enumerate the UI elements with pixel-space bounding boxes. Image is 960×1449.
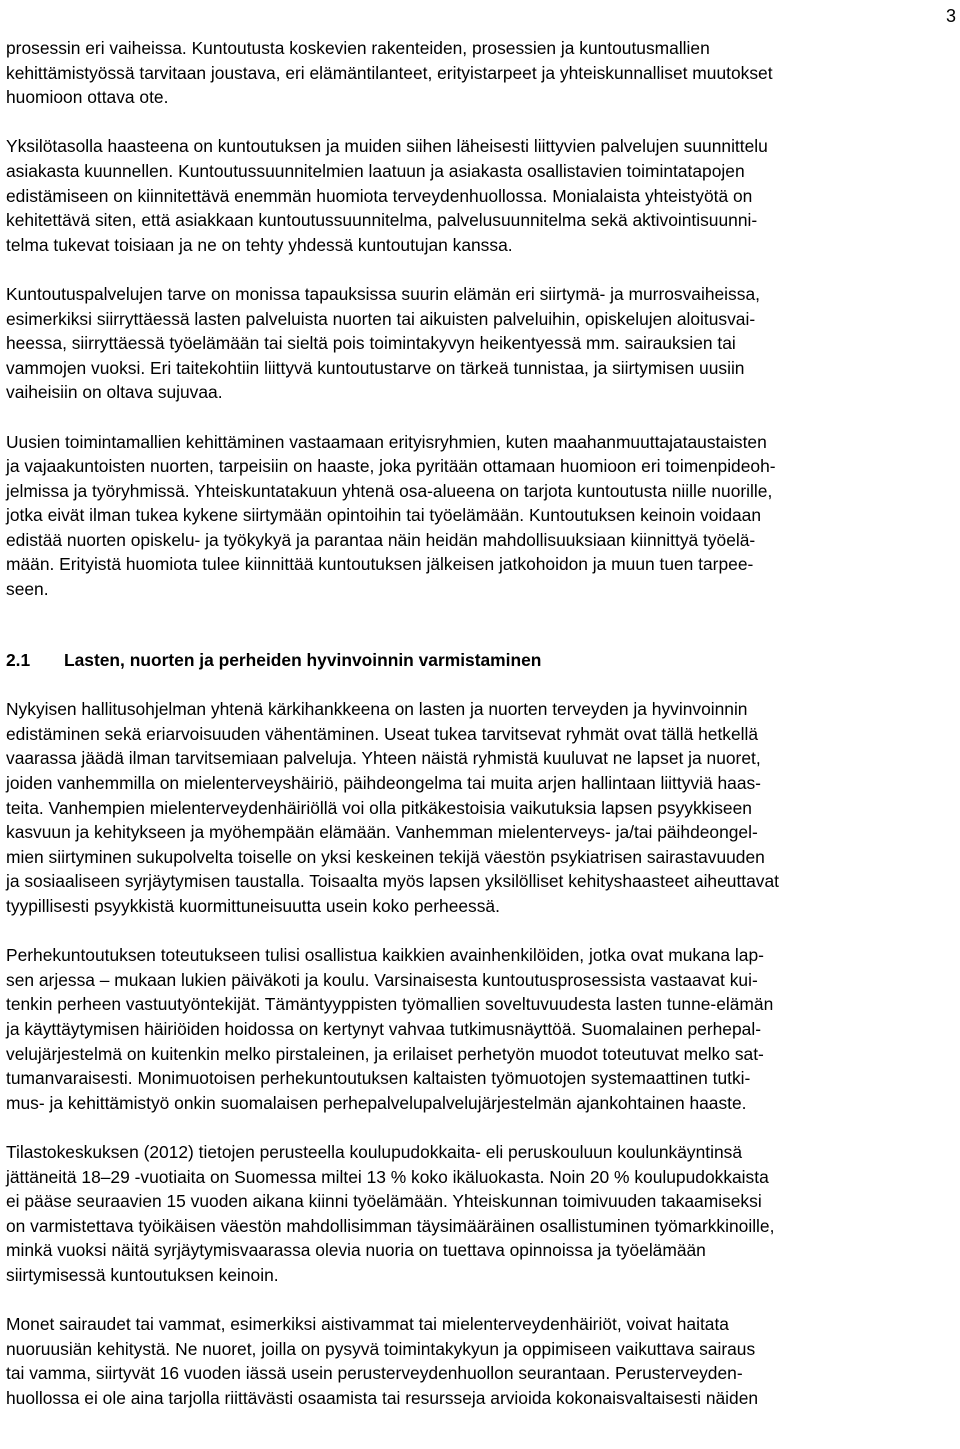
paragraph-line: jättäneitä 18–29 -vuotiaita on Suomessa miltei 13 % koko ikäluokasta. Noin 20 % koulupudokkaista [6,1166,769,1187]
body-paragraph [6,943,950,1115]
paragraph-line: mus- ja kehittämistyö onkin suomalaisen perhepalvelupalvelujärjestelmän ajankohtainen haaste. [6,1092,747,1113]
paragraph-line: nuoruusiän kehitystä. Ne nuoret, joilla on pysyvä toimintakykyun ja oppimiseen vaikuttava sairaus [6,1338,756,1359]
paragraph-line: telma tukevat toisiaan ja ne on tehty yhdessä kuntoutujan kanssa. [6,234,513,255]
paragraph-line: minkä vuoksi näitä syrjäytymisvaarassa olevia nuoria on tuettava opinnoissa ja työelämään [6,1240,706,1261]
paragraph-line: Yksilötasolla haasteena on kuntoutuksen ja muiden siihen läheisesti liittyvien palvelujen suunnittelu [6,136,768,157]
paragraph-line: teita. Vanhempien mielenterveydenhäiriöllä voi olla pitkäkestoisia vaikutuksia lapsen psyykkiseen [6,797,752,818]
section-heading [6,648,950,673]
paragraph-line: vaiheisiin on oltava sujuvaa. [6,382,223,403]
body-paragraph [6,134,950,257]
paragraph-line: ja sosiaaliseen syrjäytymisen taustalla. Toisaalta myös lapsen yksilölliset kehityshaasteet aiheuttavat [6,871,779,892]
paragraph-line: mien siirtyminen sukupolvelta toiselle on yksi keskeinen tekijä väestön psykiatrisen sairastavuuden [6,846,765,867]
paragraphs-before-heading [6,36,950,602]
page-number: 3 [945,6,956,26]
paragraph-line: huollossa ei ole aina tarjolla riittävästi osaamista tai resursseja arvioida kokonaisvaltaisesti näiden [6,1387,759,1408]
section-title: Lasten, nuorten ja perheiden hyvinvoinnin varmistaminen [64,649,542,670]
paragraph-line: Tilastokeskuksen (2012) tietojen perusteella koulupudokkaita- eli peruskouluun koulunkäyntinsä [6,1141,743,1162]
body-paragraph [6,430,950,602]
paragraph-line: esimerkiksi siirryttäessä lasten palveluista nuorten tai aikuisten palveluihin, opiskelujen aloitusvai- [6,308,756,329]
paragraph-line: velujärjestelmä on kuitenkin melko pirstaleinen, ja erilaiset perhetyön muodot toteutuvat melko sat- [6,1043,764,1064]
paragraph-line: tai vamma, siirtyvät 16 vuoden iässä usein perusterveydenhuollon seurantaan. Perusterveyden- [6,1363,743,1384]
paragraph-line: Nykyisen hallitusohjelman yhtenä kärkihankkeena on lasten ja nuorten terveyden ja hyvinvoinnin [6,699,748,720]
paragraph-line: kehittämistyössä tarvitaan joustava, eri elämäntilanteet, erityistarpeet ja yhteiskunnalliset muutokset [6,62,773,83]
paragraph-line: on varmistettava työikäisen väestön mahdollisimman täysimääräinen osallistuminen työmarkkinoille, [6,1215,775,1236]
paragraph-line: jelmissa ja työryhmissä. Yhteiskuntatakuun yhtenä osa-alueena on tarjota kuntoutusta niille nuorille, [6,480,773,501]
paragraph-line: prosessin eri vaiheissa. Kuntoutusta koskevien rakenteiden, prosessien ja kuntoutusmallien [6,38,710,58]
paragraph-line: kehitettävä siten, että asiakkaan kuntoutussuunnitelma, palvelusuunnitelma sekä aktivointisuunni- [6,210,758,231]
body-paragraph [6,282,950,405]
paragraph-line: huomioon ottava ote. [6,87,169,108]
body-paragraph [6,1312,950,1410]
paragraph-line: vammojen vuoksi. Eri taitekohtiin liittyvä kuntoutustarve on tärkeä tunnistaa, ja siirtymisen uusiin [6,357,745,378]
paragraph-line: tenkin perheen vastuutyöntekijät. Tämäntyyppisten työmallien soveltuvuudesta lasten tunne-elämän [6,994,774,1015]
paragraph-line: edistämiseen on kiinnitettävä enemmän huomiota terveydenhuollossa. Monialaista yhteistyötä on [6,185,753,206]
body-paragraph [6,697,950,918]
paragraph-line: heessa, siirryttäessä työelämään tai sieltä pois toimintakyvyn heikentyessä mm. sairauksien tai [6,333,736,354]
paragraph-line: siirtymisessä kuntoutuksen keinoin. [6,1264,279,1285]
paragraph-line: jotka eivät ilman tukea kykene siirtymään opintoihin tai työelämään. Kuntoutuksen keinoin voidaan [6,505,762,526]
paragraph-line: seen. [6,579,49,600]
paragraph-line: edistäminen sekä eriarvoisuuden vähentäminen. Useat tukea tarvitsevat ryhmät ovat tällä hetkellä [6,723,759,744]
paragraph-line: tumanvaraisesti. Monimuotoisen perhekuntoutuksen kaltaisten työmuotojen systemaattinen tutki- [6,1068,751,1089]
paragraph-line: vaarassa jäädä ilman tarvitsemiaan palveluja. Yhteen näistä ryhmistä kuuluvat ne lapset ja nuoret, [6,748,761,769]
paragraph-line: tyypillisesti psyykkistä kuormittuneisuutta usein koko perheessä. [6,896,500,916]
section-number: 2.1 [6,649,31,670]
paragraph-line: Monet sairaudet tai vammat, esimerkiksi aistivammat tai mielenterveydenhäiriöt, voivat haitata [6,1314,729,1335]
body-paragraph [6,1140,950,1288]
paragraph-line: Perhekuntoutuksen toteutukseen tulisi osallistua kaikkien avainhenkilöiden, jotka ovat mukana lap- [6,945,764,966]
paragraph-line: ja käyttäytymisen häiriöiden hoidossa on kertynyt vahvaa tutkimusnäyttöä. Suomalainen perhepal- [6,1018,761,1039]
paragraph-line: edistää nuorten opiskelu- ja työkykyä ja parantaa näin heidän mahdollisuuksiaan kiinnittyä työelä- [6,529,756,550]
paragraph-line: mään. Erityistä huomiota tulee kiinnittää kuntoutuksen jälkeisen jatkohoidon ja muun tuen tarpee- [6,554,754,575]
paragraph-line: asiakasta kuunnellen. Kuntoutussuunnitelmien laatuun ja asiakasta osallistavien toimintatapojen [6,160,745,181]
paragraph-line: kasvuun ja kehitykseen ja myöhempään elämään. Vanhemman mielenterveys- ja/tai päihdeongel- [6,822,758,843]
body-paragraph [6,36,950,110]
paragraph-line: Uusien toimintamallien kehittäminen vastaamaan erityisryhmien, kuten maahanmuuttajataustaisten [6,431,767,452]
paragraph-line: Kuntoutuspalvelujen tarve on monissa tapauksissa suurin elämän eri siirtymä- ja murrosvaiheissa, [6,283,760,304]
paragraph-line: joiden vanhemmilla on mielenterveyshäiriö, päihdeongelma tai muita arjen hallintaan liittyviä haas- [6,773,761,794]
paragraph-line: ja vajaakuntoisten nuorten, tarpeisiin on haaste, joka pyritään ottamaan huomioon eri toimenpideoh- [6,456,776,477]
document-body [6,36,950,1435]
paragraph-line: sen arjessa – mukaan lukien päiväkoti ja koulu. Varsinaisesta kuntoutusprosessista vastaavat kui- [6,969,758,990]
paragraph-line: ei pääse seuraavien 15 vuoden aikana kiinni työelämään. Yhteiskunnan toimivuuden takaamiseksi [6,1191,762,1212]
paragraphs-after-heading [6,697,950,1410]
